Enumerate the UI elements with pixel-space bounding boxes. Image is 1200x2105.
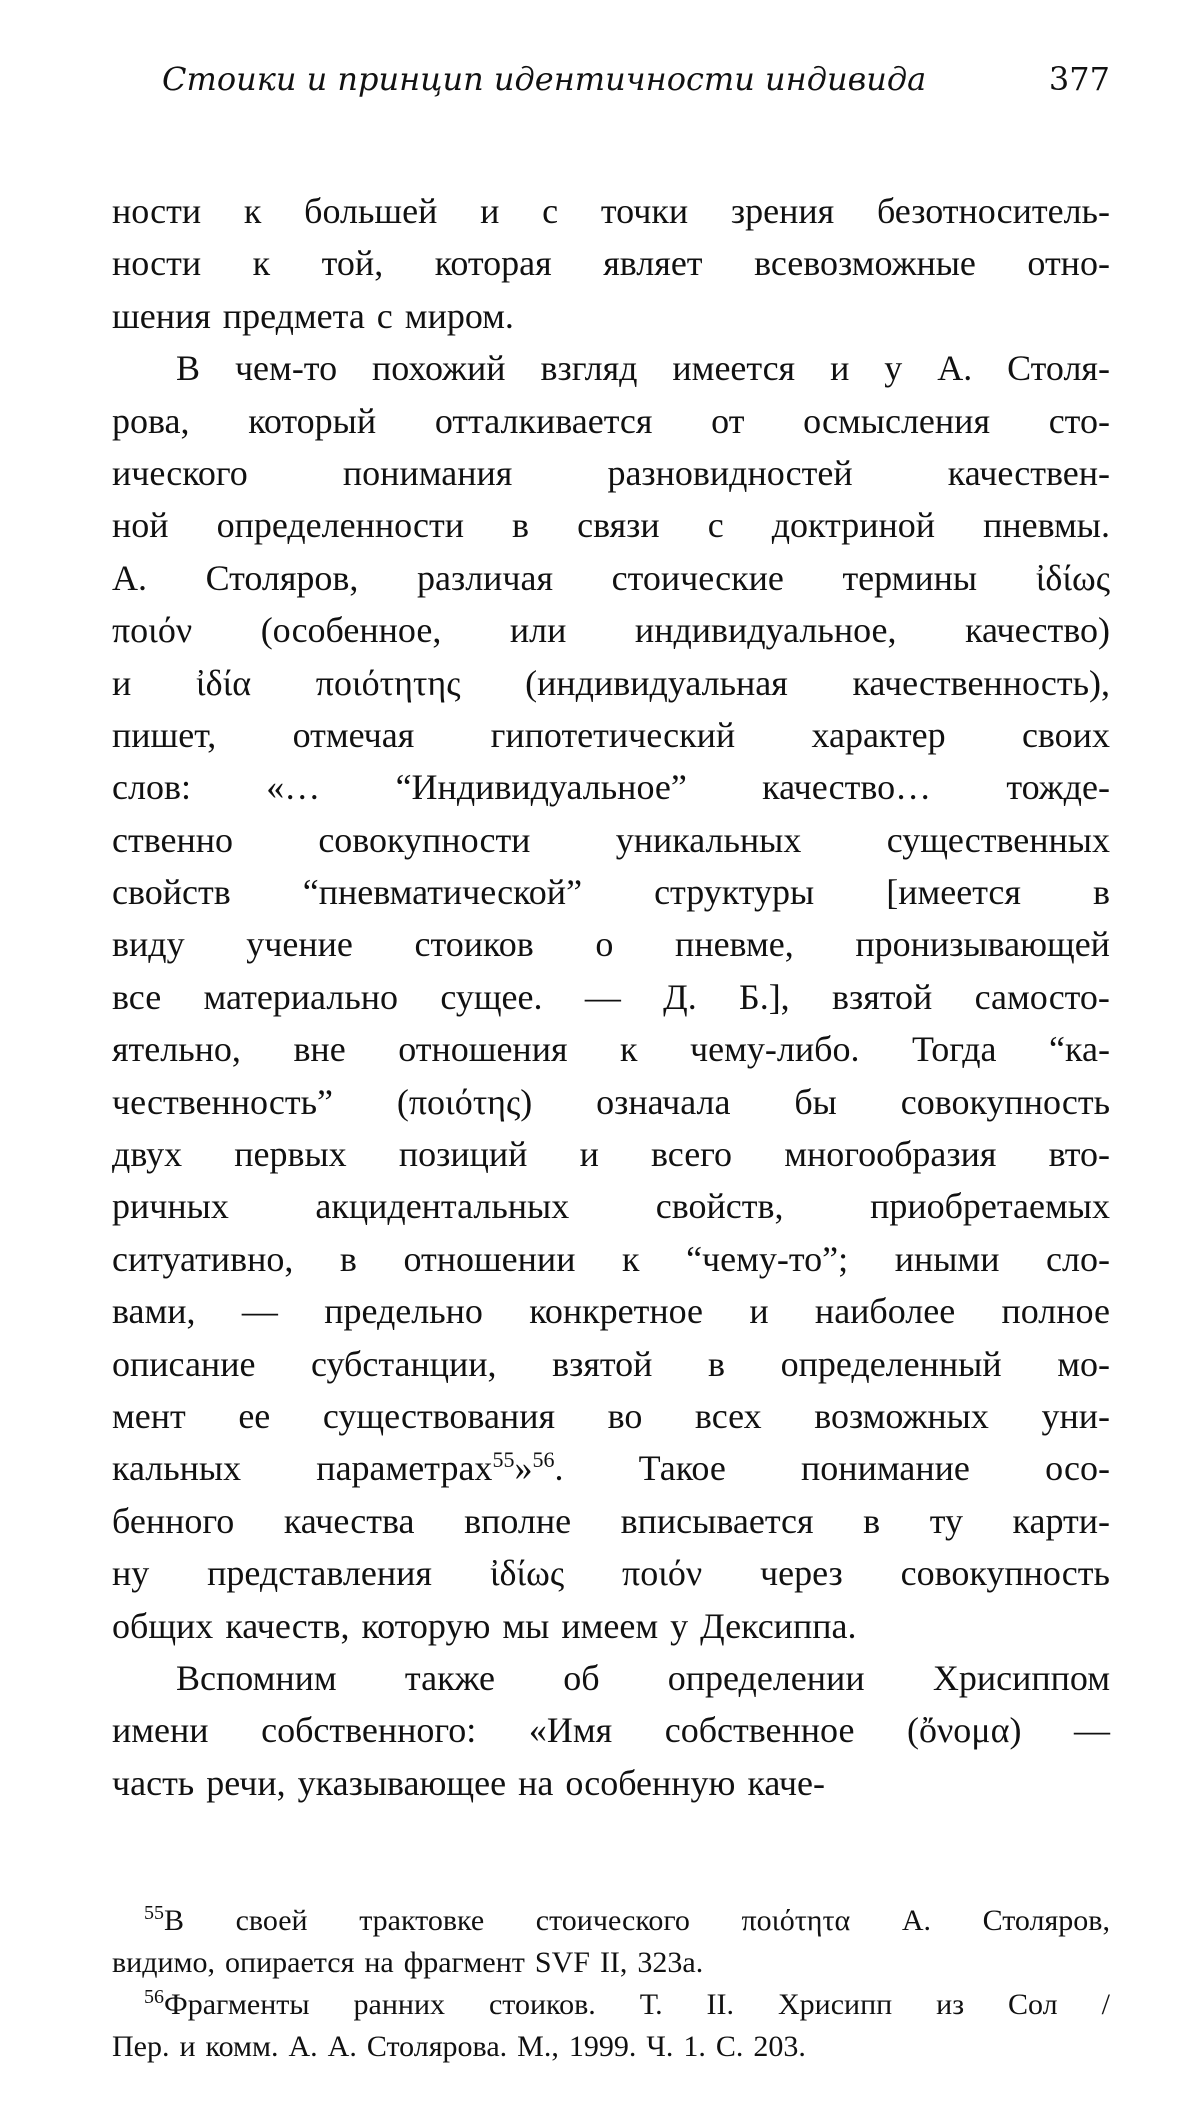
word: Б.],: [739, 976, 790, 1017]
text-line: [112, 185, 1110, 237]
word: все: [112, 976, 162, 1017]
word: определенный: [780, 1343, 1002, 1384]
word: особенную: [565, 1762, 736, 1803]
word: сло-: [1046, 1238, 1110, 1279]
word: вписывается: [620, 1500, 814, 1541]
word: Сол: [1008, 1988, 1058, 2021]
body-text: [112, 185, 1110, 1809]
word: совокупность: [900, 1553, 1110, 1594]
word: Вспомним: [176, 1657, 337, 1698]
word: пневме,: [675, 924, 794, 965]
word: безотноситель-: [876, 191, 1110, 231]
word: акцидентальных: [315, 1186, 570, 1227]
word: наиболее: [814, 1291, 956, 1332]
word: качество): [965, 610, 1110, 651]
word: зрения: [730, 191, 835, 231]
text-line: [112, 1547, 1110, 1599]
word: ἰδία: [195, 662, 252, 703]
word: отно-: [1027, 243, 1110, 284]
word: сто-: [1048, 400, 1110, 441]
word: фрагмент: [403, 1946, 525, 1979]
word: кальных: [112, 1448, 242, 1489]
word: и: [112, 662, 132, 703]
word: “пневматической”: [302, 872, 583, 913]
word: взгляд: [540, 348, 638, 389]
word: (ποιότης): [396, 1081, 533, 1122]
text-line: [112, 1023, 1110, 1075]
word: уни-: [1041, 1395, 1110, 1436]
word: А.: [288, 2030, 318, 2063]
footnote-line: [112, 2026, 1110, 2068]
word: гипотетический: [490, 714, 736, 755]
text-line: [112, 1390, 1110, 1442]
text-line: [112, 761, 1110, 813]
word: и: [749, 1291, 769, 1332]
page-number: 377: [1048, 60, 1110, 98]
word: бенного: [112, 1500, 235, 1541]
word: II,: [599, 1946, 628, 1979]
word: 323a.: [637, 1946, 704, 1979]
word: через: [760, 1553, 843, 1594]
word: [имеется: [886, 872, 1021, 913]
word: слов:: [112, 767, 191, 808]
text-line: [112, 1338, 1110, 1390]
word: на: [518, 1762, 554, 1803]
word: стоиков.: [488, 1988, 596, 2021]
word: Столярова.: [366, 2030, 508, 2063]
word: индивидуальное,: [634, 610, 897, 651]
footnote-line: [112, 1900, 1110, 1942]
word: двух: [112, 1134, 183, 1175]
text-line: [112, 499, 1110, 551]
word: имени: [112, 1710, 209, 1751]
word: параметрах$^{55}$»$^{56}$.: [316, 1447, 564, 1489]
text-line: [112, 1285, 1110, 1337]
word: структуры: [654, 872, 815, 913]
word: уникальных: [615, 819, 802, 860]
word: осо-: [1045, 1448, 1110, 1489]
word: чем-то: [234, 348, 338, 389]
word: ἰδίως: [1035, 557, 1110, 598]
word: характер: [811, 714, 946, 755]
word: с: [376, 295, 393, 336]
word: совокупности: [318, 819, 531, 860]
word: отмечая: [292, 714, 415, 755]
word: А.: [112, 557, 147, 598]
word: всевозможные: [754, 243, 976, 284]
word: Столяров,: [982, 1904, 1110, 1937]
word: отношении: [403, 1238, 576, 1279]
word: своих: [1021, 714, 1110, 755]
word: материально: [203, 976, 399, 1017]
word: в: [512, 505, 530, 546]
word: ситуативно,: [112, 1238, 294, 1279]
word: предмета: [222, 295, 365, 336]
word: Дексиппа.: [700, 1605, 857, 1646]
word: миром.: [404, 295, 514, 336]
word: Т.: [639, 1988, 663, 2021]
word: каче-: [747, 1762, 826, 1803]
word: позиций: [398, 1134, 528, 1175]
word: которую: [361, 1605, 491, 1646]
word: похожий: [372, 348, 506, 389]
word: возможных: [814, 1395, 989, 1436]
word: «Имя: [528, 1710, 613, 1751]
word: в: [339, 1238, 357, 1279]
word: речи,: [206, 1762, 286, 1803]
word: всех: [694, 1395, 762, 1436]
word: ности: [112, 243, 202, 284]
word: к: [252, 243, 271, 284]
word: в: [863, 1500, 881, 1541]
word: /: [1101, 1988, 1110, 2021]
word: или: [509, 610, 567, 651]
word: ποιότητα: [741, 1904, 851, 1937]
text-line: [112, 918, 1110, 970]
word: карти-: [1012, 1500, 1110, 1541]
word: вами,: [112, 1291, 196, 1332]
footnote-number: 55: [144, 1902, 164, 1924]
word: иными: [894, 1238, 1000, 1279]
word: —: [584, 976, 621, 1017]
footnote: [112, 1900, 1110, 1984]
word: трактовке: [359, 1904, 485, 1937]
word: который: [248, 400, 377, 441]
word: бы: [794, 1081, 837, 1122]
word: указывающее: [297, 1762, 507, 1803]
word: собственное: [664, 1710, 855, 1751]
word: имеем: [561, 1605, 659, 1646]
word: определенности: [216, 505, 464, 546]
word: Такое: [638, 1448, 726, 1489]
word: мы: [502, 1605, 550, 1646]
word: часть: [112, 1762, 195, 1803]
word: и: [480, 191, 500, 231]
text-line: [112, 237, 1110, 289]
word: ственно: [112, 819, 234, 860]
word: тожде-: [1006, 767, 1110, 808]
word: всего: [650, 1134, 733, 1175]
word: от: [711, 400, 745, 441]
word: ἰδίως: [489, 1553, 565, 1594]
word: являет: [603, 243, 703, 284]
word: (особенное,: [260, 610, 442, 651]
footnote: [112, 1984, 1110, 2068]
word: также: [404, 1657, 495, 1698]
word: и: [830, 348, 850, 389]
word: термины: [842, 557, 978, 598]
word: Хрисипп: [778, 1988, 893, 2021]
word: стоического: [535, 1904, 690, 1937]
word: шения: [112, 295, 211, 336]
text-line: [112, 290, 1110, 342]
text-line: [112, 971, 1110, 1023]
word: вполне: [464, 1500, 572, 1541]
word: 1999.: [568, 2030, 637, 2063]
text-line: [112, 1704, 1110, 1756]
word: во: [607, 1395, 643, 1436]
word: ричных: [112, 1186, 229, 1227]
word: Столя-: [1007, 348, 1110, 389]
word: предельно: [324, 1291, 483, 1332]
word: качество…: [762, 767, 932, 808]
word: пишет,: [112, 714, 217, 755]
word: Д.: [663, 976, 697, 1017]
text-line: [112, 866, 1110, 918]
word: SVF: [534, 1946, 590, 1979]
text-line: [112, 552, 1110, 604]
punctuation: .: [554, 1448, 564, 1489]
word: доктриной: [771, 505, 936, 546]
running-title: Стоики и принцип идентичности индивида: [162, 60, 927, 98]
paragraph: [112, 1652, 1110, 1809]
text-line: [112, 709, 1110, 761]
word: ποιόν: [112, 610, 193, 651]
word: которая: [434, 243, 552, 284]
word: связи: [577, 505, 660, 546]
text-line: [112, 1076, 1110, 1128]
word: разновидностей: [607, 452, 853, 493]
word: с: [542, 191, 559, 231]
word: и: [179, 2030, 196, 2063]
word: об: [563, 1657, 600, 1698]
word: “ка-: [1049, 1029, 1110, 1070]
word: большей: [304, 191, 438, 231]
word: пронизывающей: [855, 924, 1110, 965]
word: —: [241, 1291, 278, 1332]
word: качеств,: [225, 1605, 350, 1646]
word: чественность”: [112, 1081, 333, 1122]
closing-quote: »: [514, 1448, 533, 1489]
word: II.: [706, 1988, 735, 2021]
text-line: [112, 1757, 1110, 1809]
word: ту: [929, 1500, 963, 1541]
word: ятельно,: [112, 1029, 241, 1070]
word: общих: [112, 1605, 214, 1646]
word: ποιότητης: [315, 662, 461, 703]
word: вто-: [1048, 1134, 1110, 1175]
paragraph: [112, 185, 1110, 342]
footnote-line: [112, 1984, 1110, 2026]
word: первых: [234, 1134, 347, 1175]
word: свойств: [112, 872, 231, 913]
word: А.: [327, 2030, 357, 2063]
word: качествен-: [947, 452, 1110, 493]
text-line: [112, 1495, 1110, 1547]
word: многообразия: [784, 1134, 997, 1175]
word: стоиков: [414, 924, 534, 965]
word: на: [364, 1946, 394, 1979]
word: Тогда: [911, 1029, 997, 1070]
paragraph: [112, 342, 1110, 1652]
word: ποιόν: [622, 1553, 703, 1594]
word: отношения: [398, 1029, 568, 1070]
word: в: [1092, 872, 1110, 913]
word: стоические: [611, 557, 784, 598]
text-line: [112, 1442, 1110, 1494]
word: с: [707, 505, 724, 546]
word: качественность),: [852, 662, 1110, 703]
word: определении: [667, 1657, 865, 1698]
word: точки: [600, 191, 689, 231]
word: Ч.: [646, 2030, 674, 2063]
text-line: [112, 1180, 1110, 1232]
word: той,: [321, 243, 384, 284]
running-header: [162, 60, 1110, 120]
word: $^{55}$В: [144, 1902, 185, 1937]
text-line: [112, 447, 1110, 499]
text-line: [112, 604, 1110, 656]
word: описание: [112, 1343, 256, 1384]
word: Столяров,: [205, 557, 359, 598]
word: сущее.: [440, 976, 543, 1017]
word: “Индивидуальное”: [395, 767, 687, 808]
word: о: [595, 924, 614, 965]
word: С.: [715, 2030, 744, 2063]
word: «…: [266, 767, 321, 808]
word: качества: [283, 1500, 415, 1541]
text-line: [112, 1233, 1110, 1285]
text-line: [112, 1652, 1110, 1704]
text-line: [112, 1128, 1110, 1180]
word: у: [884, 348, 903, 389]
footnote-line: [112, 1942, 1110, 1984]
footnote-ref[interactable]: 55: [492, 1447, 515, 1473]
word: свойств,: [655, 1186, 784, 1227]
word: 203.: [753, 2030, 806, 2063]
word: полное: [1001, 1291, 1110, 1332]
word: из: [936, 1988, 965, 2021]
word: осмысления: [803, 400, 990, 441]
word: ну: [112, 1553, 150, 1594]
word: субстанции,: [311, 1343, 497, 1384]
word: “чему-то”;: [686, 1238, 849, 1279]
word: видимо,: [112, 1946, 216, 1979]
word: Пер.: [112, 2030, 170, 2063]
word: В: [176, 348, 201, 389]
text-line: [112, 342, 1110, 394]
word: (индивидуальная: [525, 662, 788, 703]
word: опирается: [225, 1946, 355, 1979]
word: ее: [238, 1395, 271, 1436]
word: рова,: [112, 400, 190, 441]
word: пневмы.: [983, 505, 1110, 546]
word: ранних: [353, 1988, 445, 2021]
word: ности: [112, 191, 202, 231]
footnote-ref[interactable]: 56: [532, 1447, 555, 1473]
word: М.,: [517, 2030, 559, 2063]
word: самосто-: [974, 976, 1110, 1017]
word: у: [670, 1605, 689, 1646]
word: ического: [112, 452, 248, 493]
word: мент: [112, 1395, 186, 1436]
word: к: [620, 1029, 638, 1070]
word: —: [1073, 1710, 1110, 1751]
word: существенных: [886, 819, 1110, 860]
word: представления: [207, 1553, 432, 1594]
text-line: [112, 657, 1110, 709]
word: учение: [246, 924, 353, 965]
footnote-number: 56: [144, 1986, 164, 2008]
word: своей: [235, 1904, 308, 1937]
word: имеется: [672, 348, 796, 389]
word: в: [708, 1343, 726, 1384]
footnotes: [112, 1900, 1110, 2068]
word: и: [579, 1134, 599, 1175]
word: взятой: [552, 1343, 653, 1384]
word: виду: [112, 924, 185, 965]
word: 1.: [683, 2030, 706, 2063]
word: собственного:: [261, 1710, 477, 1751]
word: взятой: [832, 976, 933, 1017]
word: $^{56}$Фрагменты: [144, 1986, 310, 2021]
word: чему-либо.: [690, 1029, 860, 1070]
word: означала: [596, 1081, 731, 1122]
text-line: [112, 1600, 1110, 1652]
word: понимание: [801, 1448, 970, 1489]
word: к: [622, 1238, 640, 1279]
word: совокупность: [900, 1081, 1110, 1122]
word: мо-: [1057, 1343, 1110, 1384]
word: приобретаемых: [870, 1186, 1110, 1227]
word: Хрисиппом: [932, 1657, 1110, 1698]
word: отталкивается: [434, 400, 653, 441]
word: понимания: [342, 452, 513, 493]
word: А.: [937, 348, 973, 389]
word: (ὄνομα): [907, 1710, 1022, 1751]
word: ной: [112, 505, 169, 546]
text-line: [112, 814, 1110, 866]
word: комм.: [205, 2030, 279, 2063]
text-line: [112, 395, 1110, 447]
word: существования: [322, 1395, 556, 1436]
word: к: [243, 191, 262, 231]
word: вне: [293, 1029, 346, 1070]
word: А.: [901, 1904, 932, 1937]
word: различая: [417, 557, 554, 598]
word: конкретное: [529, 1291, 704, 1332]
